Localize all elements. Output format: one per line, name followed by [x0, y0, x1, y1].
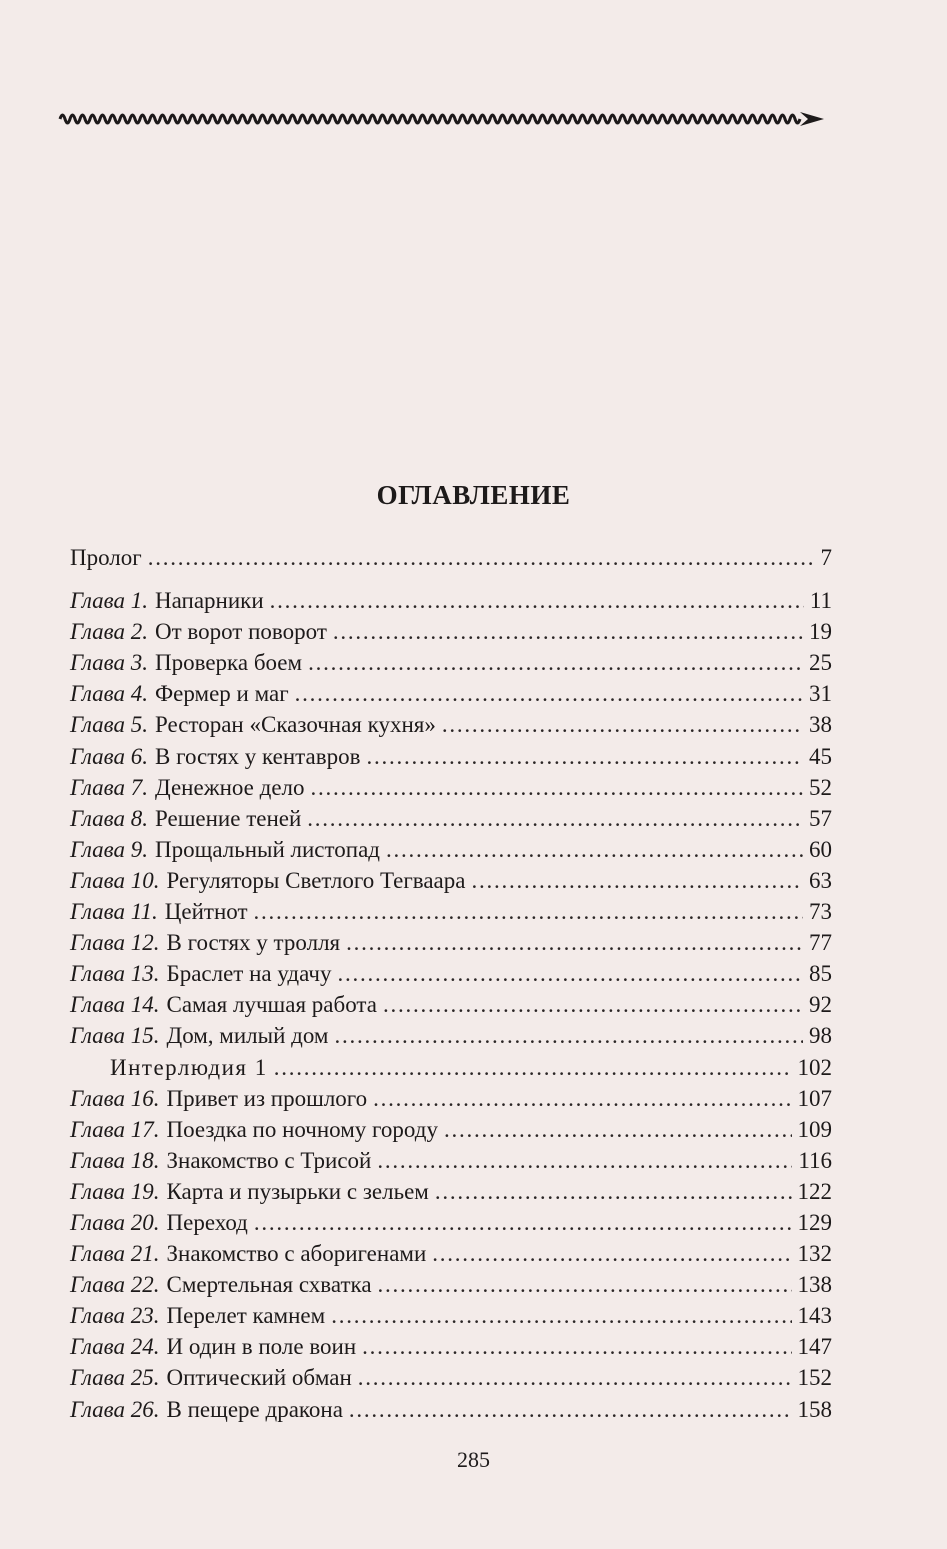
dot-leader — [435, 1176, 792, 1207]
chapter-title: Смертельная схватка — [166, 1272, 372, 1298]
chapter-page: 77 — [809, 930, 832, 956]
chapter-title: Решение теней — [155, 805, 302, 831]
chapter-title: Регуляторы Светлого Тегваара — [166, 867, 466, 893]
chapter-title: Знакомство с Трисой — [166, 1147, 372, 1173]
chapter-title: Карта и пузырьки с зельем — [166, 1178, 429, 1204]
chapter-page: 31 — [809, 681, 832, 707]
toc-entry — [70, 585, 832, 616]
dot-leader — [270, 585, 804, 616]
chapter-prefix: Глава 1. — [70, 588, 148, 614]
chapter-title: Пролог — [70, 545, 142, 570]
chapter-page: 63 — [809, 867, 832, 893]
toc-entry — [70, 896, 832, 927]
toc-entry — [70, 1145, 832, 1176]
chapter-page: 19 — [809, 619, 832, 645]
toc-entry — [70, 958, 832, 989]
toc-entry — [70, 542, 832, 573]
toc-entry — [70, 1176, 832, 1207]
chapter-prefix: Глава 21. — [70, 1241, 160, 1267]
chapter-title: В гостях у кентавров — [155, 743, 361, 769]
chapter-title: Знакомство с аборигенами — [166, 1241, 427, 1267]
chapter-page: 38 — [809, 712, 832, 738]
chapter-title: Прощальный листопад — [155, 836, 380, 862]
page-title: ОГЛАВЛЕНИЕ — [376, 480, 571, 510]
chapter-page: 107 — [797, 1085, 832, 1111]
chapter-title: В гостях у тролля — [166, 930, 341, 956]
toc-entry — [70, 772, 832, 803]
chapter-prefix: Глава 14. — [70, 992, 160, 1018]
toc-entry — [70, 1300, 832, 1331]
dot-leader — [295, 678, 803, 709]
chapter-title: Самая лучшая работа — [166, 992, 377, 1018]
chapter-prefix: Глава 20. — [70, 1209, 160, 1235]
dot-leader — [378, 1269, 792, 1300]
chapter-prefix: Глава 13. — [70, 961, 160, 987]
dot-leader — [383, 989, 803, 1020]
chapter-page: 102 — [797, 1054, 832, 1080]
chapter-title: Дом, милый дом — [166, 1023, 329, 1049]
dot-leader — [311, 772, 803, 803]
toc-entry — [70, 1114, 832, 1145]
chapter-title: От ворот поворот — [155, 619, 327, 645]
chapter-title: Интерлюдия 1 — [110, 1054, 268, 1080]
chapter-prefix: Глава 11. — [70, 899, 158, 925]
chapter-page: 73 — [809, 899, 832, 925]
chapter-prefix: Глава 6. — [70, 743, 148, 769]
toc-entry — [70, 1083, 832, 1114]
chapter-prefix: Глава 26. — [70, 1396, 160, 1422]
chapter-title: Денежное дело — [155, 774, 305, 800]
toc-entry — [70, 1269, 832, 1300]
chapter-title: В пещере дракона — [166, 1396, 343, 1422]
chapter-title: Привет из прошлого — [166, 1085, 368, 1111]
chapter-page: 57 — [809, 805, 832, 831]
chapter-title: Поездка по ночному городу — [166, 1116, 438, 1142]
chapter-page: 138 — [797, 1272, 832, 1298]
chapter-title: Проверка боем — [155, 650, 303, 676]
toc-entry — [70, 803, 832, 834]
chapter-prefix: Глава 12. — [70, 930, 160, 956]
chapter-page: 85 — [809, 961, 832, 987]
toc-entry — [70, 709, 832, 740]
chapter-page: 129 — [797, 1209, 832, 1235]
toc-entry — [70, 1394, 832, 1425]
chapter-prefix: Глава 19. — [70, 1178, 160, 1204]
dot-leader — [366, 741, 803, 772]
dot-leader — [274, 1052, 792, 1083]
chapter-prefix: Глава 17. — [70, 1116, 160, 1142]
chapter-page: 7 — [820, 545, 832, 570]
chapter-page: 92 — [809, 992, 832, 1018]
dot-leader — [307, 803, 803, 834]
toc-entry — [70, 647, 832, 678]
toc-entry — [70, 1052, 832, 1083]
dot-leader — [471, 865, 803, 896]
toc-entry — [70, 1207, 832, 1238]
chapter-page: 60 — [809, 836, 832, 862]
chapter-prefix: Глава 18. — [70, 1147, 160, 1173]
toc-entry — [70, 927, 832, 958]
chapter-title: Перелет камнем — [166, 1303, 326, 1329]
toc-entry — [70, 1238, 832, 1269]
dot-leader — [254, 1207, 792, 1238]
chapter-prefix: Глава 16. — [70, 1085, 160, 1111]
chapter-title: Фермер и маг — [155, 681, 289, 707]
dot-leader — [362, 1331, 791, 1362]
chapter-prefix: Глава 15. — [70, 1023, 160, 1049]
toc-entry — [70, 616, 832, 647]
chapter-page: 109 — [797, 1116, 832, 1142]
dot-leader — [444, 1114, 792, 1145]
chapter-page: 132 — [797, 1241, 832, 1267]
chapter-prefix: Глава 9. — [70, 836, 148, 862]
dot-leader — [254, 896, 803, 927]
dot-leader — [432, 1238, 791, 1269]
chapter-prefix: Глава 3. — [70, 650, 148, 676]
ornament-divider — [58, 104, 826, 134]
chapter-page: 147 — [797, 1334, 832, 1360]
dot-leader — [333, 616, 803, 647]
chapter-prefix: Глава 25. — [70, 1365, 160, 1391]
toc-entry — [70, 834, 832, 865]
toc-entry — [70, 865, 832, 896]
chapter-title: Переход — [166, 1209, 248, 1235]
dot-leader — [346, 927, 803, 958]
dot-leader — [334, 1020, 803, 1051]
dot-leader — [308, 647, 803, 678]
chapter-prefix: Глава 5. — [70, 712, 148, 738]
dot-leader — [442, 709, 803, 740]
chapter-prefix: Глава 22. — [70, 1272, 160, 1298]
chapter-page: 52 — [809, 774, 832, 800]
chapter-title: Напарники — [155, 588, 264, 614]
toc-entry — [70, 1020, 832, 1051]
toc-entry — [70, 1362, 832, 1393]
page-number: 285 — [457, 1447, 490, 1472]
table-of-contents — [70, 542, 832, 1425]
dot-leader — [349, 1394, 792, 1425]
chapter-page: 158 — [797, 1396, 832, 1422]
toc-entry — [70, 1331, 832, 1362]
dot-leader — [148, 542, 815, 573]
chapter-prefix: Глава 7. — [70, 774, 148, 800]
toc-entry — [70, 678, 832, 709]
chapter-title: Ресторан «Сказочная кухня» — [155, 712, 436, 738]
dot-leader — [377, 1145, 792, 1176]
dot-leader — [338, 958, 804, 989]
toc-entry — [70, 989, 832, 1020]
dot-leader — [358, 1362, 792, 1393]
chapter-page: 152 — [797, 1365, 832, 1391]
chapter-prefix: Глава 4. — [70, 681, 148, 707]
dot-leader — [373, 1083, 791, 1114]
chapter-page: 11 — [809, 588, 832, 614]
chapter-page: 98 — [809, 1023, 832, 1049]
chapter-prefix: Глава 8. — [70, 805, 148, 831]
chapter-title: Оптический обман — [166, 1365, 352, 1391]
chapter-prefix: Глава 2. — [70, 619, 148, 645]
chapter-title: Цейтнот — [164, 899, 248, 925]
chapter-prefix: Глава 24. — [70, 1334, 160, 1360]
chapter-page: 122 — [797, 1178, 832, 1204]
chapter-page: 116 — [798, 1147, 832, 1173]
dot-leader — [331, 1300, 791, 1331]
chapter-title: Браслет на удачу — [166, 961, 332, 987]
chapter-prefix: Глава 23. — [70, 1303, 160, 1329]
chapter-page: 45 — [809, 743, 832, 769]
chapter-title: И один в поле воин — [166, 1334, 357, 1360]
toc-entry — [70, 741, 832, 772]
dot-leader — [386, 834, 803, 865]
chapter-page: 143 — [797, 1303, 832, 1329]
chapter-prefix: Глава 10. — [70, 867, 160, 893]
chapter-page: 25 — [809, 650, 832, 676]
